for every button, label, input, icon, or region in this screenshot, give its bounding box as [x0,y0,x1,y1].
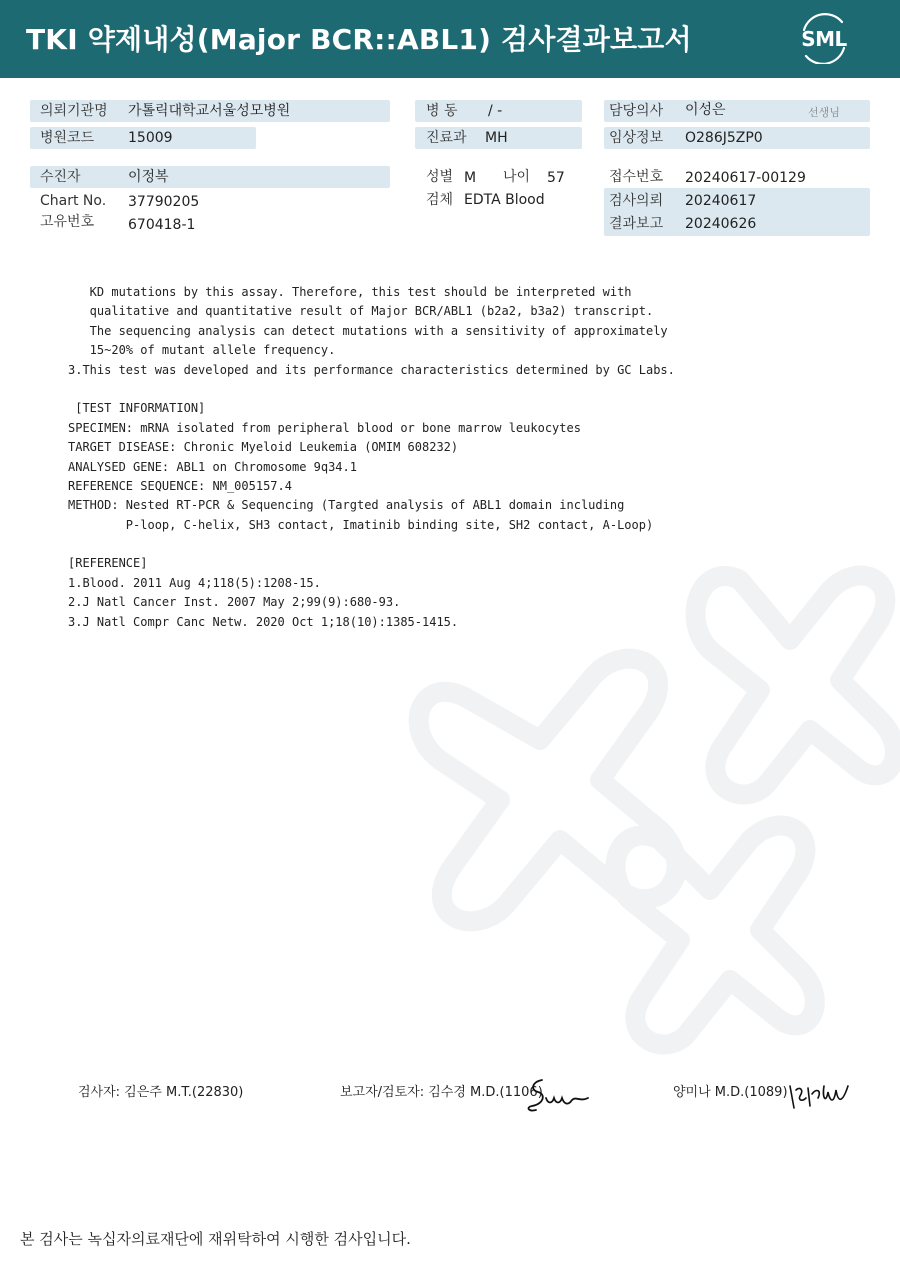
body-text-line: KD mutations by this assay. Therefore, this test should be interpreted with [68,285,632,299]
report-title: TKI 약제내성(Major BCR::ABL1) 검사결과보고서 [26,23,692,56]
patient-bar [30,166,390,188]
patient-value: 이정복 [128,169,169,185]
request-date-label: 검사의뢰 [609,193,664,209]
receipt-value: 20240617-00129 [685,170,806,186]
hospital-code-label: 병원코드 [40,130,95,146]
doctor-handwritten-signature [786,1078,852,1118]
body-text-line: 2.J Natl Cancer Inst. 2007 May 2;99(9):680-93. [68,595,401,610]
body-text-line: [REFERENCE] [68,556,148,571]
specimen-label: 검체 [426,192,454,208]
body-text-line: 3.J Natl Compr Canc Netw. 2020 Oct 1;18(10):1385-1415. [68,614,459,629]
body-text-line: qualitative and quantitative result of Major BCR/ABL1 (b2a2, b3a2) transcript. [68,304,654,319]
unique-no-label: 고유번호 [40,214,95,230]
doctor-label: 담당의사 [609,103,664,119]
sml-logo [796,12,852,64]
report-header [0,0,900,78]
age-label: 나이 [503,169,531,185]
sex-value: M [464,170,477,186]
footer-note: 본 검사는 녹십자의료재단에 재위탁하여 시행한 검사입니다. [20,1230,411,1248]
sex-label: 성별 [426,169,454,185]
unique-no-value: 670418-1 [128,217,196,233]
body-text-line: REFERENCE SEQUENCE: NM_005157.4 [68,478,292,493]
doctor-suffix: 선생님 [808,106,840,119]
department-value: MH [485,130,508,146]
logo-text: SML [801,27,847,51]
ward-value: / - [488,103,503,119]
body-text-line: 15~20% of mutant allele frequency. [68,343,336,358]
body-text-line: P-loop, C-helix, SH3 contact, Imatinib binding site, SH2 contact, A-Loop) [68,517,654,532]
body-text-line: METHOD: Nested RT-PCR & Sequencing (Targted analysis of ABL1 domain including [68,498,625,513]
body-text-line: TARGET DISEASE: Chronic Myeloid Leukemia (OMIM 608232) [68,440,459,455]
report-date-label: 결과보고 [609,216,664,232]
body-text-line: SPECIMEN: mRNA isolated from peripheral blood or bone marrow leukocytes [68,420,581,435]
department-label: 진료과 [426,130,467,146]
ward-label: 병 동 [426,103,458,119]
doctor-value: 이성은 [685,102,726,118]
doctor-signature-label: 양미나 M.D.(1089) [673,1085,788,1100]
body-text-line [68,535,675,554]
examiner-signature-label: 검사자: 김은주 M.T.(22830) [78,1085,244,1100]
body-text-line: [TEST INFORMATION] [68,401,206,416]
body-text-line: The sequencing analysis can detect mutations with a sensitivity of approximately [68,323,668,338]
body-text-line [68,380,675,399]
reporter-signature-label: 보고자/검토자: 김수경 M.D.(1106) [340,1085,543,1100]
chart-no-value: 37790205 [128,194,200,210]
specimen-value: EDTA Blood [464,192,545,208]
body-text-line: 3.This test was developed and its performance characteristics determined by GC Labs. [68,362,675,377]
age-value: 57 [547,170,565,186]
hospital-code-value: 15009 [128,130,173,146]
clinical-value: O286J5ZP0 [685,130,763,146]
report-body-text [68,283,675,632]
clinical-label: 임상정보 [609,130,664,146]
institution-value: 가톨릭대학교서울성모병원 [128,103,291,119]
body-text-line: 1.Blood. 2011 Aug 4;118(5):1208-15. [68,575,321,590]
chart-no-label: Chart No. [40,193,107,209]
receipt-label: 접수번호 [609,169,664,185]
patient-label: 수진자 [40,169,81,185]
institution-label: 의뢰기관명 [40,103,108,119]
body-text-line: ANALYSED GENE: ABL1 on Chromosome 9q34.1 [68,459,357,474]
report-date-value: 20240626 [685,216,757,232]
reporter-handwritten-signature [522,1074,594,1122]
request-date-value: 20240617 [685,193,757,209]
